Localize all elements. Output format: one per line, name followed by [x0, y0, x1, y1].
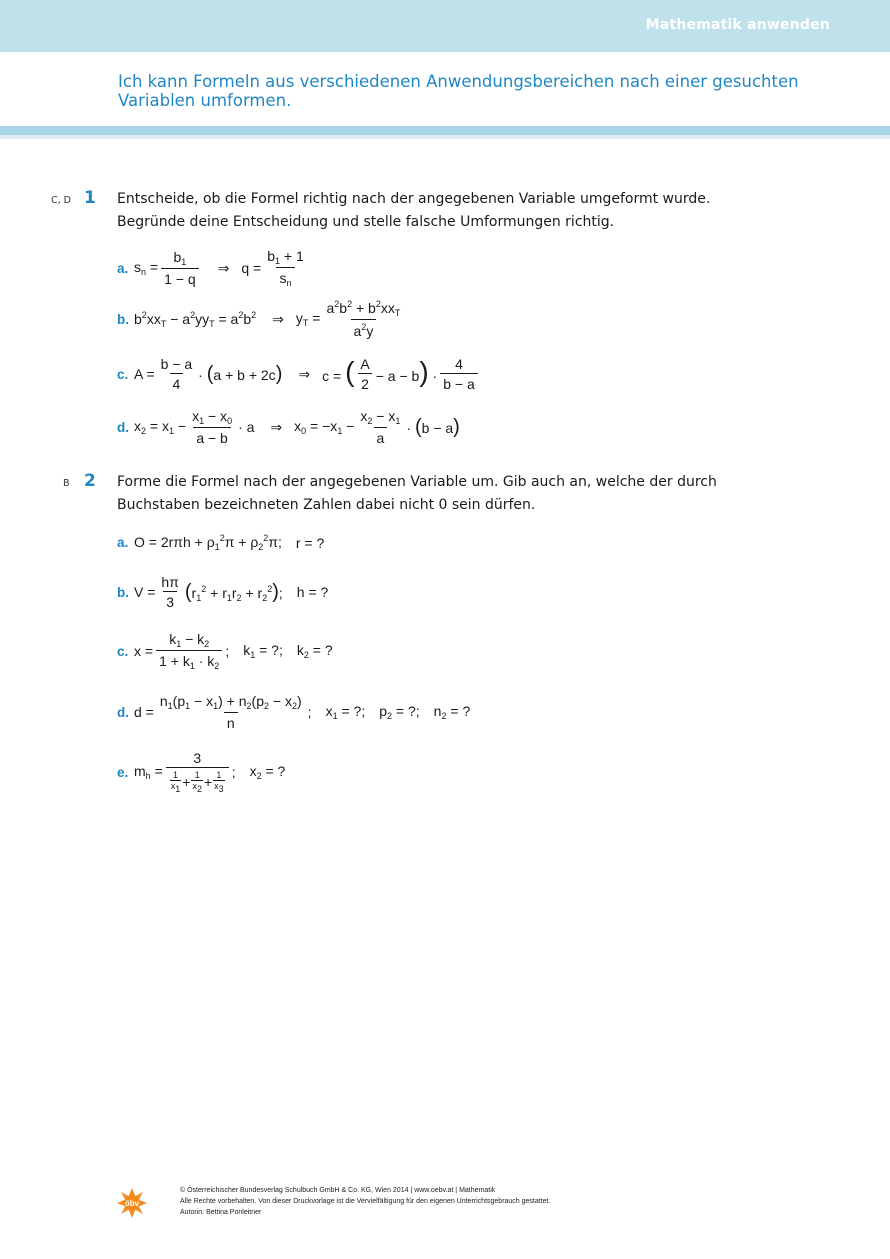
task-1c-label: c.	[117, 366, 129, 382]
header-band	[0, 0, 890, 52]
task-1b-formula: b. $b^2xx_T - a^2yy_T = a^2b^2$ ⇒ $y_T$ = $\frac{a^2b^2 + b^2xx_T}{a^2y}$	[117, 299, 401, 339]
task-2-number: 2	[84, 471, 96, 491]
task-2c-formula: c. x = $\frac{k_1 - k_2}{1 + k_1 \cdot k_2}$ ; $k_1$ = ?; $k_2$ = ?	[117, 631, 333, 671]
footer-copyright: © Österreichischer Bundesverlag Schulbuch GmbH & Co. KG, Wien 2014 | www.oebv.at | Mathematik	[180, 1187, 496, 1194]
task-2c-label: c.	[117, 643, 129, 659]
task-2a-label: a.	[117, 535, 129, 550]
task-2e-label: e.	[117, 764, 129, 780]
header-title: Mathematik anwenden	[645, 17, 830, 33]
footer	[180, 1185, 550, 1218]
learning-goal: Ich kann Formeln aus verschiedenen Anwendungsbereichen nach einer gesuchten Variablen umformen.	[118, 72, 799, 110]
task-2e-formula: e. $m_h$ = 3 $\frac{1}{x_1}$ + $\frac{1}{x_2}$ + $\frac{1}{x_3}$ ; $x_2$ = ?	[117, 750, 286, 794]
task-1a-label: a.	[117, 260, 129, 276]
task-1d-formula: d. $x_2 = x_1$ − $\frac{x_1 - x_0}{a - b}$ · a ⇒ $x_0 = -x_1$ − $\frac{x_2 - x_1}{a}$ · (b − a)	[117, 408, 460, 446]
footer-rights: Alle Rechte vorbehalten. Von dieser Druckvorlage ist die Vervielfältigung für den eigenen Unterrichtsgebrauch gestattet.	[180, 1198, 551, 1205]
task-1b-label: b.	[117, 311, 129, 327]
oebv-logo-icon	[115, 1186, 149, 1220]
task-1c-formula: c. A = $\frac{b - a}{4}$ · (a + b + 2c) ⇒ c = ( $\frac{A}{2}$ − a − b) · $\frac{4}{b - a}$	[117, 356, 481, 392]
task-1-number: 1	[84, 188, 96, 208]
footer-author: Autorin: Bettina Ponleitner	[180, 1209, 262, 1216]
task-2d-formula: d. d = $\frac{n_1(p_1 - x_1) + n_2(p_2 - x_2)}{n}$ ; $x_1$ = ?; $p_2$ = ?; $n_2$ = ?	[117, 693, 471, 731]
task-2d-label: d.	[117, 704, 129, 720]
task-1a-formula: a. $s_n$ = $\frac{b_1}{1 - q}$ ⇒ q = $\frac{b_1 + 1}{s_n}$	[117, 248, 304, 288]
task-1-text: Entscheide, ob die Formel richtig nach der angegebenen Variable umgeformt wurde. Begründe deine Entscheidung und stelle falsche Umformungen richtig.	[117, 191, 711, 230]
task-1-level: C, D	[51, 195, 71, 206]
task-2-text: Forme die Formel nach der angegebenen Variable um. Gib auch an, welche der durch Buchstaben bezeichneten Zahlen dabei nicht 0 sein dürfen.	[117, 474, 717, 513]
svg-text:öbv: öbv	[124, 1199, 140, 1208]
divider-stripe	[0, 126, 890, 135]
task-2b-label: b.	[117, 584, 129, 600]
divider-stripe-light	[0, 135, 890, 139]
task-2b-formula: b. V = $\frac{h\pi}{3}$ $(r_1^2 + r_1r_2 + r_2^2)$; h = ?	[117, 574, 329, 610]
task-2-level: B	[63, 478, 70, 489]
task-2a-formula: a. $O = 2r\pi h + \rho_1^2\pi + \rho_2^2\pi$; r = ?	[117, 533, 325, 552]
task-1d-label: d.	[117, 419, 129, 435]
